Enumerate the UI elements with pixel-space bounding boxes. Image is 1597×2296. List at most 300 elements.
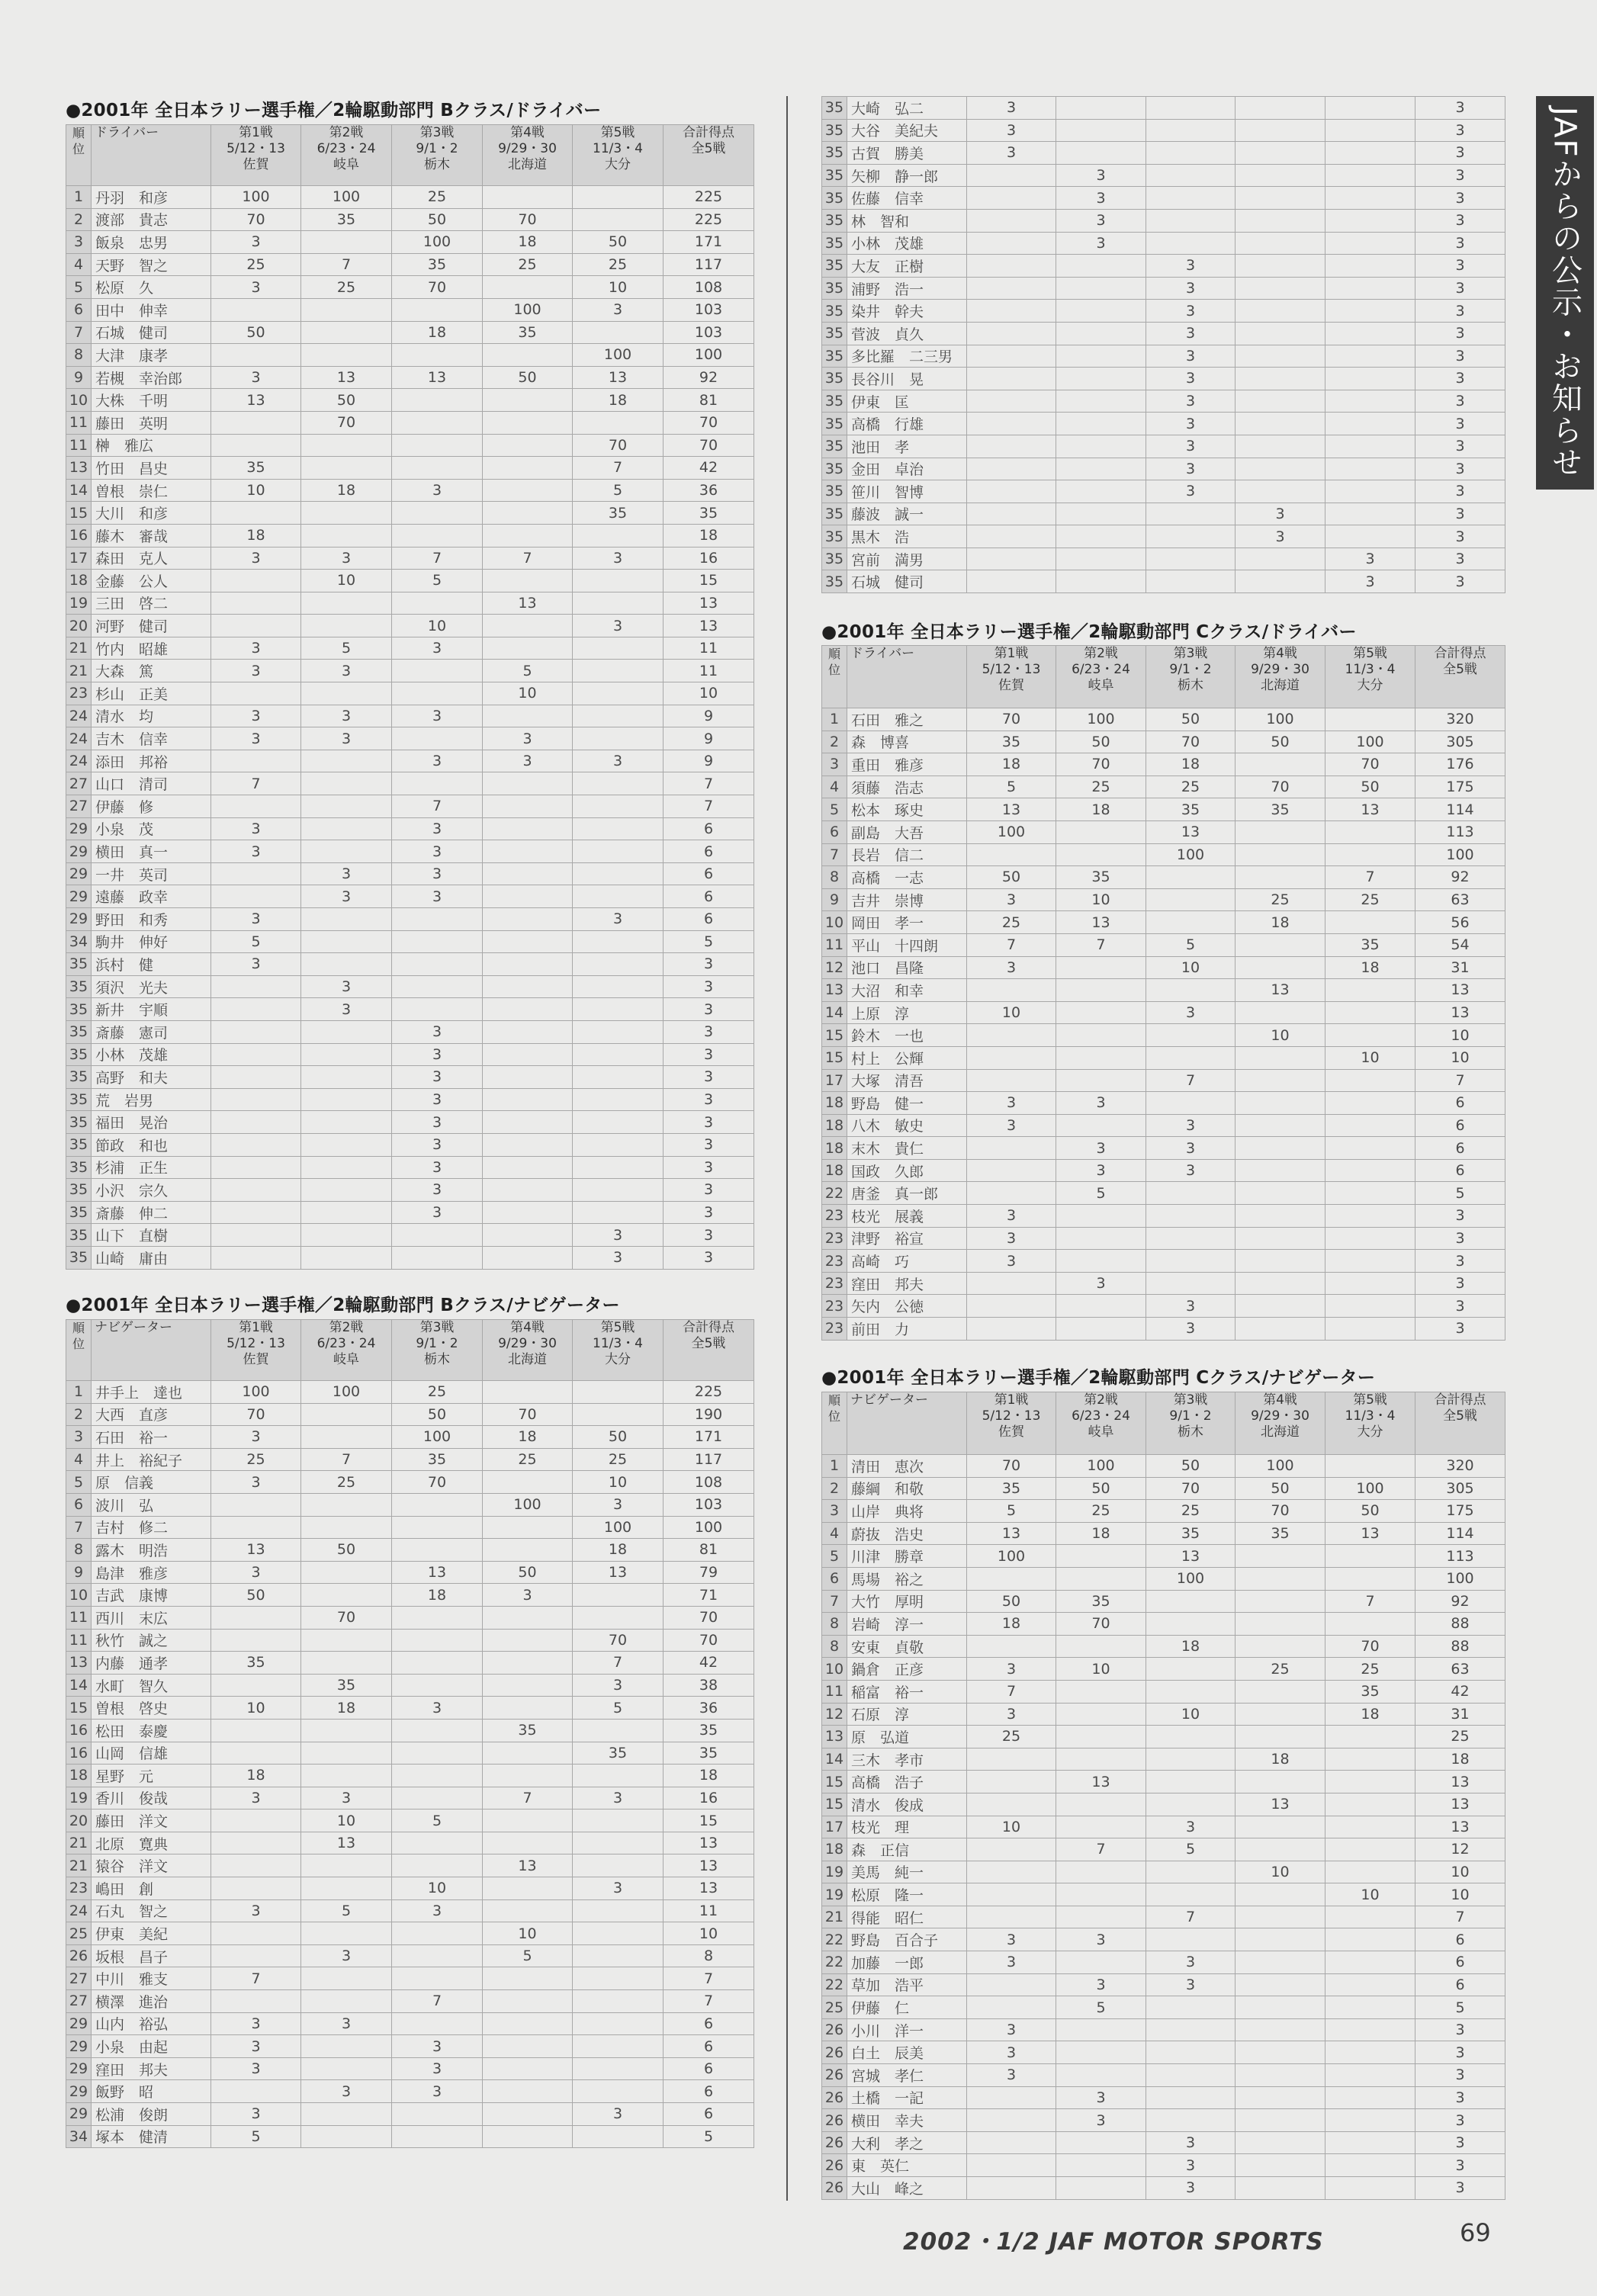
- cell-round-4: [483, 411, 573, 434]
- cell-round-3: 3: [1146, 1001, 1236, 1024]
- cell-round-3: [392, 1224, 483, 1247]
- cell-round-2: 3: [1056, 1137, 1146, 1160]
- cell-round-1: 7: [211, 772, 301, 795]
- cell-total: 6: [1415, 1159, 1505, 1182]
- table-row: [66, 1944, 754, 1967]
- cell-name: 中川 雅支: [92, 1967, 211, 1990]
- table-row: [66, 862, 754, 885]
- cell-total: 190: [664, 1403, 754, 1426]
- cell-round-2: 35: [1056, 1590, 1146, 1613]
- cell-round-2: [1056, 277, 1146, 300]
- table-row: [822, 164, 1505, 187]
- cell-round-1: 3: [967, 1951, 1056, 1974]
- cell-position: 12: [822, 1703, 847, 1726]
- cell-round-3: 35: [392, 1448, 483, 1471]
- cell-position: 35: [822, 255, 847, 278]
- table-row: [66, 1854, 754, 1877]
- cell-total: 10: [664, 1922, 754, 1945]
- cell-round-1: 100: [967, 1545, 1056, 1568]
- cell-round-4: 5: [483, 660, 573, 682]
- cell-round-1: 3: [211, 2057, 301, 2080]
- table-row: [66, 1652, 754, 1675]
- cell-total: 35: [664, 502, 754, 525]
- cell-round-5: [573, 1133, 664, 1156]
- cell-round-4: [1236, 1726, 1325, 1748]
- cell-round-1: 70: [211, 208, 301, 231]
- cell-position: 35: [66, 1246, 92, 1269]
- cell-round-2: 70: [1056, 1613, 1146, 1636]
- cell-total: 3: [1415, 2131, 1505, 2154]
- cell-name: 高橋 浩子: [847, 1771, 967, 1793]
- cell-name: 枝光 展義: [847, 1205, 967, 1228]
- cell-round-1: [967, 1295, 1056, 1318]
- cell-round-2: 7: [1056, 1838, 1146, 1861]
- cell-round-4: [1236, 458, 1325, 480]
- cell-round-5: 18: [573, 1539, 664, 1562]
- cell-position: 18: [66, 1765, 92, 1787]
- cell-round-2: [301, 1224, 392, 1247]
- cell-round-2: [1056, 843, 1146, 866]
- table-row: [822, 1906, 1505, 1928]
- title-b-navigator: ●2001年 全日本ラリー選手権／2輪駆動部門 Bクラス/ナビゲーター: [66, 1296, 620, 1315]
- cell-total: 3: [664, 1133, 754, 1156]
- cell-round-3: 3: [1146, 435, 1236, 458]
- cell-round-2: 25: [301, 276, 392, 299]
- cell-total: 35: [664, 1742, 754, 1765]
- cell-round-4: 50: [1236, 1477, 1325, 1500]
- table-row: [822, 435, 1505, 458]
- cell-round-2: 13: [1056, 911, 1146, 934]
- table-row: [66, 840, 754, 863]
- cell-round-4: [483, 930, 573, 953]
- cell-round-1: [211, 1156, 301, 1179]
- table-row: [822, 2041, 1505, 2064]
- cell-position: 6: [66, 298, 92, 321]
- cell-name: 得能 昭仁: [847, 1906, 967, 1928]
- cell-round-1: [967, 1318, 1056, 1341]
- cell-round-1: [211, 998, 301, 1021]
- table-row: [822, 142, 1505, 165]
- table-row: [822, 1069, 1505, 1092]
- cell-name: 石城 健司: [92, 321, 211, 344]
- cell-round-2: [301, 1426, 392, 1449]
- cell-round-4: [483, 1179, 573, 1202]
- cell-round-3: 25: [392, 186, 483, 209]
- cell-round-3: 3: [392, 1020, 483, 1043]
- cell-name: 伊東 美紀: [92, 1922, 211, 1945]
- header-navigator: ナビゲーター: [847, 1392, 967, 1455]
- cell-total: 63: [1415, 1658, 1505, 1681]
- cell-total: 100: [664, 344, 754, 367]
- cell-total: 6: [664, 862, 754, 885]
- header-round-5: 第5戦 11/3・4 大分: [573, 125, 664, 186]
- cell-round-2: [301, 1629, 392, 1652]
- cell-round-1: 5: [967, 776, 1056, 798]
- table-row: [66, 750, 754, 772]
- cell-round-4: 100: [483, 298, 573, 321]
- cell-name: 森 博喜: [847, 731, 967, 753]
- cell-round-1: 25: [211, 1448, 301, 1471]
- table-row: [66, 795, 754, 818]
- table-row: [822, 1703, 1505, 1726]
- cell-round-1: [967, 255, 1056, 278]
- table-row: [822, 1996, 1505, 2019]
- cell-total: 3: [1415, 435, 1505, 458]
- cell-position: 3: [66, 231, 92, 254]
- table-row: [822, 345, 1505, 368]
- cell-total: 7: [664, 1967, 754, 1990]
- cell-round-3: [1146, 1205, 1236, 1228]
- cell-total: 79: [664, 1561, 754, 1584]
- cell-total: 6: [664, 2103, 754, 2126]
- cell-name: 東 英仁: [847, 2154, 967, 2177]
- cell-name: 塚本 健清: [92, 2125, 211, 2148]
- cell-round-3: 3: [1146, 300, 1236, 323]
- cell-total: 63: [1415, 888, 1505, 911]
- cell-round-3: [1146, 888, 1236, 911]
- table-row: [822, 1272, 1505, 1295]
- cell-name: 香川 俊哉: [92, 1787, 211, 1810]
- cell-round-2: [301, 772, 392, 795]
- table-row: [822, 2086, 1505, 2109]
- table-row: [822, 300, 1505, 323]
- table-row: [822, 776, 1505, 798]
- cell-total: 5: [1415, 1996, 1505, 2019]
- cell-round-3: [1146, 1250, 1236, 1273]
- cell-position: 29: [66, 2012, 92, 2035]
- cell-name: 若槻 幸治郎: [92, 366, 211, 389]
- cell-name: 駒井 伸好: [92, 930, 211, 953]
- cell-round-5: 35: [1325, 1680, 1415, 1703]
- table-row: [822, 1250, 1505, 1273]
- cell-round-2: [301, 1765, 392, 1787]
- cell-round-1: [967, 1771, 1056, 1793]
- cell-position: 16: [66, 1742, 92, 1765]
- cell-round-5: [573, 592, 664, 615]
- cell-round-5: [573, 2125, 664, 2148]
- cell-round-3: 3: [1146, 1137, 1236, 1160]
- cell-round-1: 3: [967, 1227, 1056, 1250]
- cell-name: 平山 十四朗: [847, 933, 967, 956]
- cell-round-3: [1146, 232, 1236, 255]
- cell-total: 10: [1415, 1861, 1505, 1883]
- cell-position: 11: [66, 1606, 92, 1629]
- cell-round-5: [573, 570, 664, 592]
- cell-round-4: [1236, 232, 1325, 255]
- cell-round-3: 3: [1146, 1816, 1236, 1838]
- cell-name: 蔚抜 浩史: [847, 1522, 967, 1545]
- cell-name: 横澤 進治: [92, 1990, 211, 2013]
- table-row: [66, 1471, 754, 1494]
- table-row: [66, 1381, 754, 1404]
- cell-round-3: [1146, 1613, 1236, 1636]
- cell-position: 29: [66, 840, 92, 863]
- cell-name: 森田 克人: [92, 547, 211, 570]
- cell-name: 藤木 審哉: [92, 524, 211, 547]
- cell-round-2: 3: [301, 547, 392, 570]
- cell-round-5: [573, 2057, 664, 2080]
- cell-round-5: [1325, 1613, 1415, 1636]
- cell-total: 176: [1415, 753, 1505, 776]
- cell-round-2: [301, 1719, 392, 1742]
- cell-round-3: [392, 1606, 483, 1629]
- cell-round-2: [1056, 1906, 1146, 1928]
- cell-round-2: 3: [1056, 187, 1146, 210]
- cell-round-2: [301, 298, 392, 321]
- cell-name: 島津 雅彦: [92, 1561, 211, 1584]
- cell-round-4: [483, 344, 573, 367]
- cell-position: 15: [822, 1046, 847, 1069]
- table-row: [822, 1137, 1505, 1160]
- cell-name: 稲富 裕一: [847, 1680, 967, 1703]
- table-row: [822, 888, 1505, 911]
- cell-round-4: [1236, 820, 1325, 843]
- cell-total: 16: [664, 1787, 754, 1810]
- cell-round-1: [967, 1906, 1056, 1928]
- cell-round-1: 3: [967, 1092, 1056, 1115]
- cell-round-5: 5: [573, 479, 664, 502]
- cell-round-1: 3: [967, 956, 1056, 979]
- cell-round-5: [1325, 255, 1415, 278]
- cell-name: 大山 峰之: [847, 2177, 967, 2200]
- cell-round-2: [1056, 2131, 1146, 2154]
- cell-name: 杉山 正美: [92, 682, 211, 705]
- cell-round-5: [573, 1111, 664, 1134]
- cell-round-1: 10: [211, 479, 301, 502]
- cell-total: 70: [664, 411, 754, 434]
- cell-total: 305: [1415, 1477, 1505, 1500]
- cell-round-1: 13: [967, 798, 1056, 821]
- cell-total: 11: [664, 660, 754, 682]
- cell-position: 13: [66, 457, 92, 480]
- cell-name: 多比羅 二三男: [847, 345, 967, 368]
- cell-round-5: 3: [573, 1224, 664, 1247]
- cell-total: 320: [1415, 1455, 1505, 1478]
- cell-name: 吉武 康博: [92, 1584, 211, 1607]
- cell-round-1: [967, 2177, 1056, 2200]
- cell-round-1: [967, 1861, 1056, 1883]
- cell-total: 6: [664, 840, 754, 863]
- table-row: [822, 843, 1505, 866]
- cell-round-3: 3: [392, 2080, 483, 2103]
- cell-round-3: 5: [1146, 1838, 1236, 1861]
- cell-round-3: 50: [1146, 708, 1236, 731]
- cell-total: 3: [664, 1111, 754, 1134]
- cell-round-4: [483, 1088, 573, 1111]
- cell-round-1: [211, 1516, 301, 1539]
- table-row: [66, 975, 754, 998]
- cell-name: 山岡 信雄: [92, 1742, 211, 1765]
- cell-round-1: [211, 1606, 301, 1629]
- cell-round-4: 25: [1236, 1658, 1325, 1681]
- table-row: [822, 1771, 1505, 1793]
- cell-round-5: [573, 1066, 664, 1089]
- cell-round-3: 50: [392, 208, 483, 231]
- cell-total: 3: [1415, 119, 1505, 142]
- cell-name: 河野 健司: [92, 615, 211, 637]
- cell-name: 吉村 修二: [92, 1516, 211, 1539]
- cell-round-3: [1146, 1883, 1236, 1906]
- cell-round-3: 3: [1146, 1159, 1236, 1182]
- cell-round-3: [1146, 1680, 1236, 1703]
- cell-round-1: 3: [211, 276, 301, 299]
- cell-round-5: [1325, 1092, 1415, 1115]
- cell-round-1: [967, 1069, 1056, 1092]
- cell-round-2: 3: [301, 885, 392, 908]
- cell-round-4: 3: [483, 727, 573, 750]
- cell-round-3: [392, 1516, 483, 1539]
- cell-round-4: 25: [483, 253, 573, 276]
- cell-round-5: [573, 682, 664, 705]
- cell-round-2: 3: [301, 2080, 392, 2103]
- cell-round-4: [483, 817, 573, 840]
- cell-round-3: [1146, 1227, 1236, 1250]
- cell-round-4: [1236, 1182, 1325, 1205]
- cell-round-5: [573, 660, 664, 682]
- cell-round-5: 3: [573, 750, 664, 772]
- cell-round-2: 5: [1056, 1182, 1146, 1205]
- cell-round-5: [573, 1179, 664, 1202]
- cell-position: 13: [822, 1726, 847, 1748]
- cell-name: 松原 久: [92, 276, 211, 299]
- cell-name: 伊藤 修: [92, 795, 211, 818]
- table-row: [66, 1066, 754, 1089]
- cell-total: 225: [664, 208, 754, 231]
- cell-round-5: [1325, 1973, 1415, 1996]
- table-row: [66, 1156, 754, 1179]
- cell-total: 16: [664, 547, 754, 570]
- cell-round-5: 10: [573, 1471, 664, 1494]
- cell-total: 3: [664, 1088, 754, 1111]
- cell-total: 13: [664, 1854, 754, 1877]
- table-row: [66, 1201, 754, 1224]
- cell-round-3: [392, 1652, 483, 1675]
- cell-round-4: 18: [1236, 1748, 1325, 1771]
- cell-position: 21: [66, 660, 92, 682]
- cell-total: 36: [664, 479, 754, 502]
- cell-round-5: 3: [1325, 570, 1415, 593]
- cell-position: 24: [66, 705, 92, 727]
- cell-round-4: [1236, 1092, 1325, 1115]
- table-row: [822, 798, 1505, 821]
- cell-round-1: 10: [967, 1001, 1056, 1024]
- cell-total: 6: [1415, 1114, 1505, 1137]
- cell-position: 35: [66, 1133, 92, 1156]
- header-round-3: 第3戦 9/1・2 栃木: [392, 125, 483, 186]
- cell-round-2: [1056, 2064, 1146, 2087]
- cell-round-4: [1236, 1951, 1325, 1974]
- cell-round-2: [1056, 1001, 1146, 1024]
- table-row: [66, 1088, 754, 1111]
- cell-position: 5: [822, 798, 847, 821]
- cell-total: 13: [1415, 1771, 1505, 1793]
- cell-round-1: [967, 480, 1056, 503]
- cell-round-4: [483, 186, 573, 209]
- cell-round-3: [392, 434, 483, 457]
- cell-round-4: [1236, 1250, 1325, 1273]
- cell-round-4: [1236, 1001, 1325, 1024]
- cell-name: 津野 裕宣: [847, 1227, 967, 1250]
- cell-round-4: [483, 1111, 573, 1134]
- cell-round-1: 3: [211, 2012, 301, 2035]
- cell-round-2: [301, 1561, 392, 1584]
- cell-name: 池口 昌隆: [847, 956, 967, 979]
- cell-name: 内藤 通孝: [92, 1652, 211, 1675]
- header-round-2: 第2戦 6/23・24 岐阜: [301, 1320, 392, 1381]
- cell-round-3: 50: [1146, 1455, 1236, 1478]
- table-row: [66, 389, 754, 412]
- cell-round-5: [1325, 390, 1415, 413]
- cell-round-1: 35: [967, 731, 1056, 753]
- cell-round-1: 70: [967, 1455, 1056, 1478]
- cell-round-2: [301, 1043, 392, 1066]
- cell-round-5: 7: [573, 457, 664, 480]
- cell-round-1: [967, 277, 1056, 300]
- cell-total: 15: [664, 570, 754, 592]
- cell-total: 11: [664, 1899, 754, 1922]
- cell-round-5: 3: [573, 1877, 664, 1900]
- cell-round-5: [573, 795, 664, 818]
- cell-round-4: 7: [483, 1787, 573, 1810]
- cell-round-3: [392, 1854, 483, 1877]
- cell-name: 枝光 理: [847, 1816, 967, 1838]
- cell-total: 31: [1415, 1703, 1505, 1726]
- cell-total: 103: [664, 298, 754, 321]
- cell-round-2: [1056, 368, 1146, 390]
- cell-position: 10: [66, 389, 92, 412]
- cell-round-2: [1056, 1318, 1146, 1341]
- cell-round-3: [1146, 209, 1236, 232]
- cell-total: 7: [1415, 1906, 1505, 1928]
- cell-name: 小泉 由起: [92, 2035, 211, 2058]
- cell-round-5: [573, 953, 664, 976]
- cell-round-3: [1146, 1182, 1236, 1205]
- cell-round-2: [1056, 979, 1146, 1002]
- cell-name: 井手上 達也: [92, 1381, 211, 1404]
- table-row: [822, 753, 1505, 776]
- cell-total: 10: [1415, 1046, 1505, 1069]
- cell-total: 3: [1415, 368, 1505, 390]
- cell-round-4: [1236, 368, 1325, 390]
- cell-round-1: [967, 1838, 1056, 1861]
- cell-total: 3: [664, 1020, 754, 1043]
- cell-name: 佐藤 信幸: [847, 187, 967, 210]
- cell-round-3: 3: [1146, 1951, 1236, 1974]
- table-row: [822, 97, 1505, 120]
- cell-round-4: [483, 1652, 573, 1675]
- cell-position: 22: [822, 1928, 847, 1951]
- cell-round-3: [1146, 119, 1236, 142]
- cell-round-2: [1056, 1635, 1146, 1658]
- cell-name: 矢内 公徳: [847, 1295, 967, 1318]
- table-row: [66, 276, 754, 299]
- cell-round-2: 25: [1056, 1500, 1146, 1523]
- cell-round-5: 35: [573, 502, 664, 525]
- cell-round-4: 10: [483, 1922, 573, 1945]
- cell-round-5: [1325, 2064, 1415, 2087]
- table-row: [66, 1606, 754, 1629]
- cell-round-1: [967, 345, 1056, 368]
- cell-total: 3: [1415, 322, 1505, 345]
- cell-round-1: 70: [967, 708, 1056, 731]
- cell-round-3: 3: [392, 1133, 483, 1156]
- cell-total: 18: [1415, 1748, 1505, 1771]
- cell-round-1: [211, 344, 301, 367]
- cell-position: 26: [822, 2064, 847, 2087]
- table-row: [822, 1205, 1505, 1228]
- cell-round-4: [1236, 1227, 1325, 1250]
- cell-round-2: 3: [301, 705, 392, 727]
